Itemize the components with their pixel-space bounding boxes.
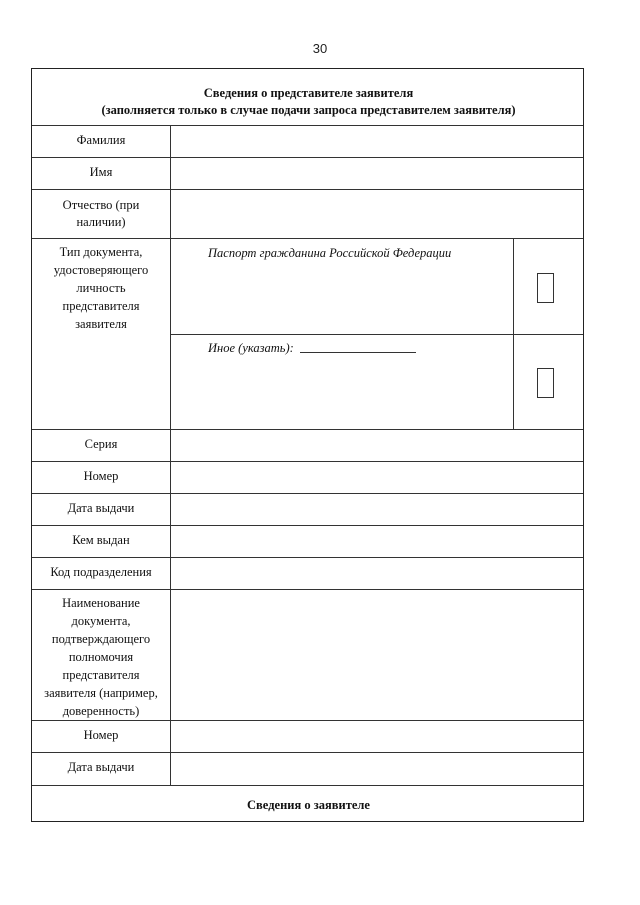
doc-type-label-4: представителя (62, 299, 140, 313)
auth-number-field[interactable] (171, 721, 583, 752)
checkbox-column-divider (513, 238, 514, 429)
division-code-label: Код подразделения (50, 565, 152, 579)
auth-issue-date-label: Дата выдачи (67, 760, 135, 774)
passport-option-label: Паспорт гражданина Российской Федерации (208, 246, 452, 260)
issued-by-field[interactable] (171, 526, 583, 557)
auth-issue-date-field[interactable] (171, 753, 583, 785)
row-divider (32, 785, 583, 786)
patronymic-label-1: Отчество (при (62, 198, 140, 212)
series-label: Серия (84, 437, 118, 451)
doc-type-label-3: личность (76, 281, 126, 295)
row-divider (32, 238, 583, 239)
issued-by-label: Кем выдан (72, 533, 130, 547)
option-divider (170, 334, 583, 335)
auth-doc-label-3: подтверждающего (51, 632, 151, 646)
auth-doc-label-1: Наименование (62, 596, 140, 610)
auth-doc-label-6: заявителя (например, (44, 686, 158, 700)
issue-date-label: Дата выдачи (67, 501, 135, 515)
auth-doc-label-2: документа, (71, 614, 131, 628)
issue-date-field[interactable] (171, 494, 583, 525)
auth-doc-label-5: представителя (62, 668, 140, 682)
representative-form (31, 68, 584, 822)
other-specify-field[interactable] (300, 352, 416, 353)
doc-type-label-2: удостоверяющего (53, 263, 149, 277)
patronymic-field[interactable] (171, 190, 583, 238)
patronymic-label-2: наличии) (76, 215, 126, 229)
series-field[interactable] (171, 430, 583, 461)
other-checkbox[interactable] (537, 368, 554, 398)
auth-number-label: Номер (83, 728, 119, 742)
auth-doc-label-4: полномочия (68, 650, 134, 664)
first-name-label: Имя (89, 165, 113, 179)
page-number: 30 (312, 41, 328, 56)
number-field[interactable] (171, 462, 583, 493)
section-subtitle: (заполняется только в случае подачи запроса представителем заявителя) (101, 103, 516, 117)
next-section-title: Сведения о заявителе (247, 798, 370, 812)
doc-type-label-5: заявителя (75, 317, 127, 331)
auth-doc-field[interactable] (171, 590, 583, 720)
last-name-label: Фамилия (76, 133, 126, 147)
auth-doc-label-7: доверенность) (62, 704, 140, 718)
number-label: Номер (83, 469, 119, 483)
passport-checkbox[interactable] (537, 273, 554, 303)
first-name-field[interactable] (171, 158, 583, 189)
doc-type-label-1: Тип документа, (59, 245, 143, 259)
last-name-field[interactable] (171, 126, 583, 157)
division-code-field[interactable] (171, 558, 583, 589)
section-title: Сведения о представителе заявителя (203, 86, 414, 100)
other-option-label: Иное (указать): (208, 341, 294, 355)
